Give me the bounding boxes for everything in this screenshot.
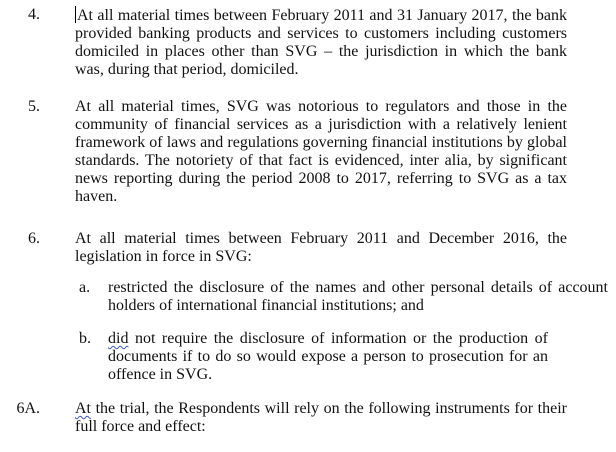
subitem-letter: a.	[79, 279, 91, 296]
subitem-letter: b.	[79, 330, 91, 347]
paragraph-number: 6A.	[16, 400, 40, 417]
paragraph-text[interactable]: At all material times, SVG was notorious to regulators and those in the community of financial services as a jurisdiction with a relatively lenient framework of laws and regulations governing financial institutions by global standards. The notoriety of that fact is evidenced, inter alia, by significant news reporting during the period 2008 to 2017, referring to SVG as a tax haven.	[75, 98, 567, 205]
paragraph-number: 4.	[28, 6, 40, 23]
paragraph-text: the trial, the Respondents will rely on the following instruments for their full force and effect:	[75, 400, 567, 435]
spellcheck-underlined-word[interactable]: At	[75, 400, 91, 417]
text-cursor	[75, 6, 76, 23]
spellcheck-underlined-word[interactable]: did	[108, 330, 129, 347]
paragraph-text[interactable]: At all material times between February 2011 and 31 January 2017, the bank provided banking products and services to customers including customers domiciled in places other than SVG – the jurisdiction in which the bank was, during that period, domiciled.	[75, 7, 567, 78]
paragraph-text[interactable]: At all material times between February 2011 and December 2016, the legislation in force in SVG:	[75, 230, 567, 265]
subitem-text: not require the disclosure of information or the production of documents if to do so would expose a person to prosecution for an offence in SVG.	[108, 330, 548, 383]
paragraph-number: 5.	[28, 98, 40, 115]
paragraph-number: 6.	[28, 230, 40, 247]
subitem-text[interactable]: restricted the disclosure of the names and other personal details of account holders of international financial institutions; and	[108, 279, 608, 314]
